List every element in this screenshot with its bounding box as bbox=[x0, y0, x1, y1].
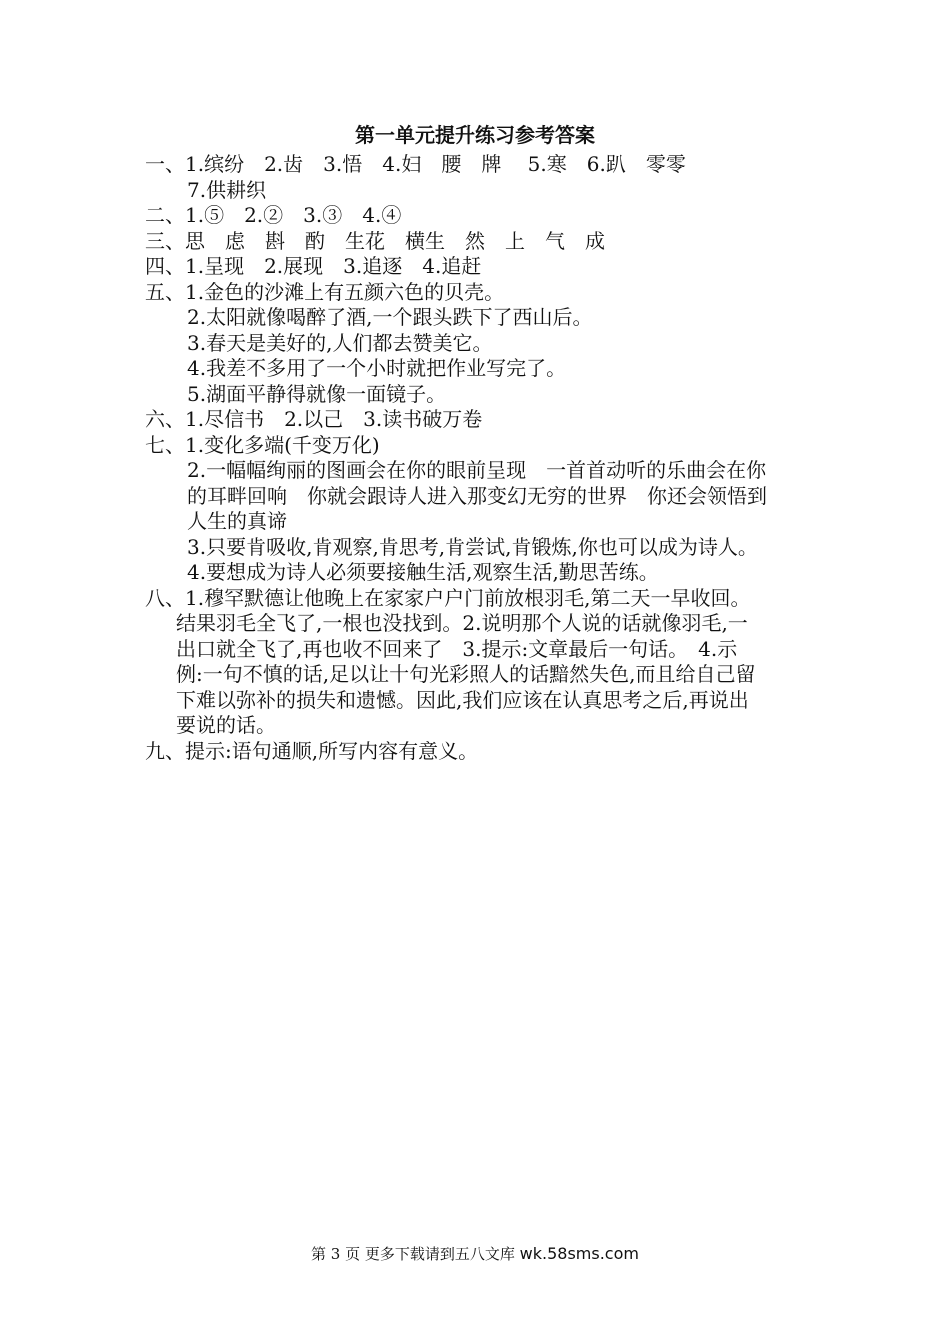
answer-line: 3.只要肯吸收,肯观察,肯思考,肯尝试,肯锻炼,你也可以成为诗人。 bbox=[187, 535, 758, 559]
answer-line: 五、1.金色的沙滩上有五颜六色的贝壳。 bbox=[145, 280, 505, 304]
answer-line: 四、1.呈现 2.展现 3.追逐 4.追赶 bbox=[145, 254, 482, 278]
answer-line: 2.太阳就像喝醉了酒,一个跟头跌下了西山后。 bbox=[187, 305, 593, 329]
answer-line: 7.供耕织 bbox=[187, 178, 267, 202]
answer-line: 5.湖面平静得就像一面镜子。 bbox=[187, 382, 447, 406]
answer-line: 3.春天是美好的,人们都去赞美它。 bbox=[187, 331, 493, 355]
answer-line: 三、思 虑 斟 酌 生花 横生 然 上 气 成 bbox=[145, 229, 605, 253]
answer-line: 出口就全飞了,再也收不回来了 3.提示:文章最后一句话。 4.示 bbox=[176, 637, 738, 661]
answer-line: 例:一句不慎的话,足以让十句光彩照人的话黯然失色,而且给自己留 bbox=[176, 662, 756, 686]
page-title: 第一单元提升练习参考答案 bbox=[355, 123, 595, 147]
answer-line: 九、提示:语句通顺,所写内容有意义。 bbox=[145, 739, 479, 763]
answer-line: 一、1.缤纷 2.齿 3.悟 4.妇 腰 牌 5.寒 6.趴 零零 bbox=[145, 152, 686, 176]
answer-line: 的耳畔回响 你就会跟诗人进入那变幻无穷的世界 你还会领悟到 bbox=[187, 484, 767, 508]
answer-line: 结果羽毛全飞了,一根也没找到。2.说明那个人说的话就像羽毛,一 bbox=[176, 611, 748, 635]
footer-site-link[interactable]: wk.58sms.com bbox=[519, 1244, 639, 1263]
answer-line: 4.我差不多用了一个小时就把作业写完了。 bbox=[187, 356, 567, 380]
footer-page-text: 第 3 页 更多下载请到五八文库 bbox=[311, 1245, 520, 1263]
answer-line: 人生的真谛 bbox=[187, 509, 287, 533]
answer-line: 2.一幅幅绚丽的图画会在你的眼前呈现 一首首动听的乐曲会在你 bbox=[187, 458, 767, 482]
answer-line: 八、1.穆罕默德让他晚上在家家户户门前放根羽毛,第二天一早收回。 bbox=[145, 586, 751, 610]
page-footer bbox=[0, 1243, 950, 1265]
answer-line: 要说的话。 bbox=[176, 713, 276, 737]
answer-line: 4.要想成为诗人必须要接触生活,观察生活,勤思苦练。 bbox=[187, 560, 659, 584]
answer-line: 二、1.⑤ 2.② 3.③ 4.④ bbox=[145, 203, 402, 227]
answer-line: 七、1.变化多端(千变万化) bbox=[145, 433, 380, 457]
answer-line: 六、1.尽信书 2.以己 3.读书破万卷 bbox=[145, 407, 483, 431]
answer-line: 下难以弥补的损失和遗憾。因此,我们应该在认真思考之后,再说出 bbox=[176, 688, 749, 712]
